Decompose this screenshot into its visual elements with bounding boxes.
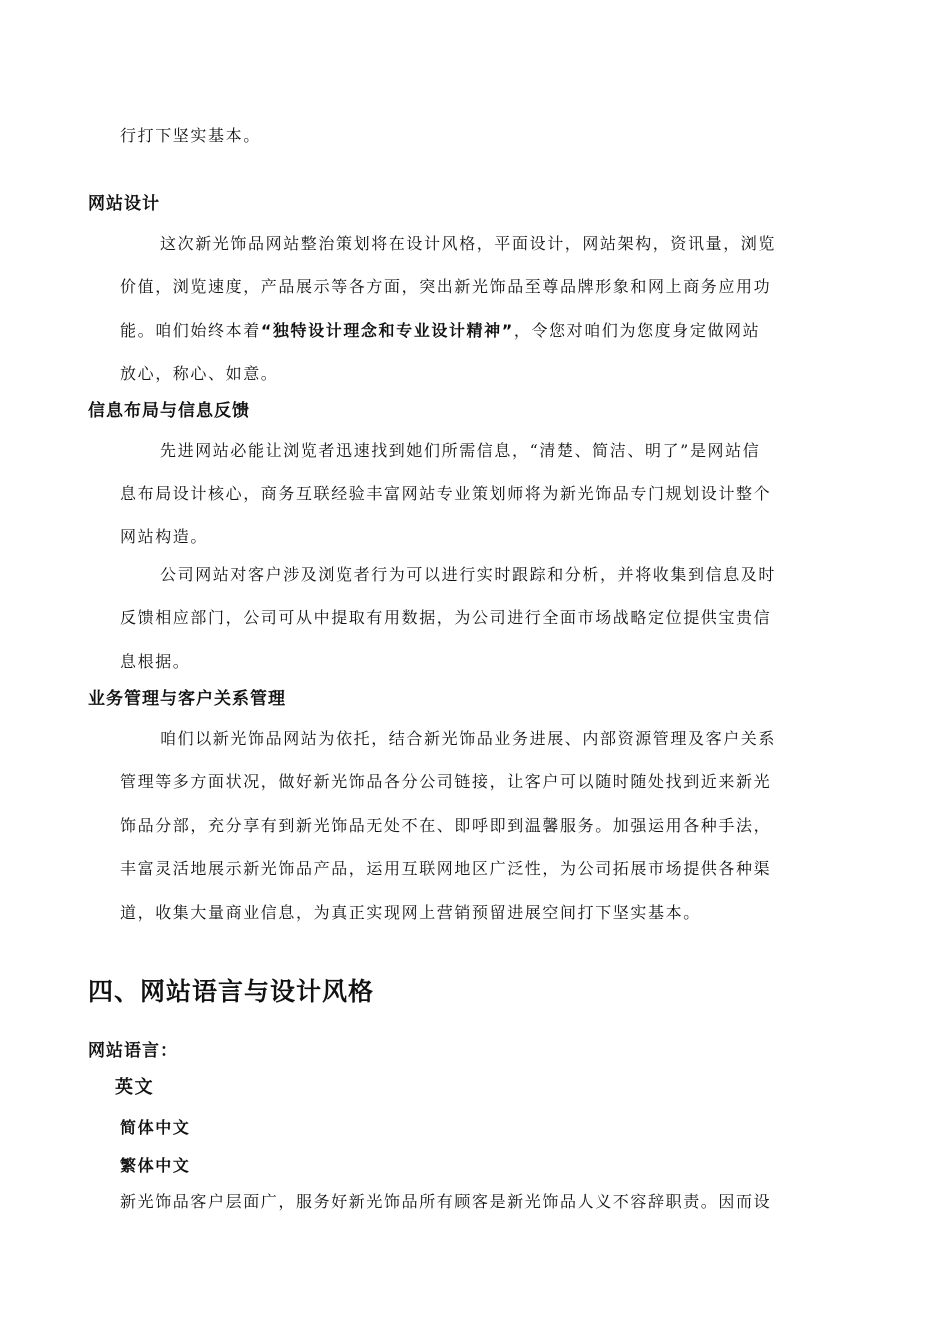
paragraph-line	[120, 320, 760, 342]
paragraph-line: 息根据。	[120, 652, 191, 671]
chapter-heading: 四、网站语言与设计风格	[88, 977, 375, 1006]
paragraph-line: 道，收集大量商业信息，为真正实现网上营销预留进展空间打下坚实基本。	[120, 903, 701, 922]
section-heading-website-language: 网站语言：	[88, 1041, 178, 1061]
paragraph-line: 放心，称心、如意。	[120, 364, 279, 383]
paragraph-line: 新光饰品客户层面广，服务好新光饰品所有顾客是新光饰品人义不容辞职责。因而设	[120, 1192, 772, 1211]
section-heading-website-design: 网站设计	[88, 194, 160, 214]
section-heading-business-management: 业务管理与客户关系管理	[88, 689, 286, 709]
paragraph-line: 行打下坚实基本。	[120, 126, 261, 145]
emphasis-text: “独特设计理念和专业设计精神”	[260, 321, 514, 340]
paragraph-line: 息布局设计核心，商务互联经验丰富网站专业策划师将为新光饰品专门规划设计整个	[120, 484, 772, 503]
paragraph-line: 管理等多方面状况，做好新光饰品各分公司链接，让客户可以随时随处找到近来新光	[120, 772, 772, 791]
paragraph-line: 丰富灵活地展示新光饰品产品，运用互联网地区广泛性，为公司拓展市场提供各种渠	[120, 859, 772, 878]
language-item-english: 英文	[115, 1077, 155, 1098]
paragraph-line: 咱们以新光饰品网站为依托，结合新光饰品业务进展、内部资源管理及客户关系	[160, 729, 777, 748]
paragraph-line: 网站构造。	[120, 527, 209, 546]
paragraph-line: 这次新光饰品网站整治策划将在设计风格，平面设计，网站架构，资讯量，浏览	[160, 234, 777, 253]
paragraph-line: 先进网站必能让浏览者迅速找到她们所需信息，“清楚、简洁、明了”是网站信	[160, 441, 761, 460]
paragraph-line: 价值，浏览速度，产品展示等各方面，突出新光饰品至尊品牌形象和网上商务应用功	[120, 277, 772, 296]
paragraph-line: 饰品分部，充分享有到新光饰品无处不在、即呼即到温馨服务。加强运用各种手法，	[120, 816, 772, 835]
language-item-simplified-chinese: 简体中文	[120, 1118, 191, 1137]
section-heading-info-layout: 信息布局与信息反馈	[88, 401, 250, 421]
paragraph-text: 能。咱们始终本着	[120, 321, 261, 340]
paragraph-text: ，令您对咱们为您度身定做网站	[513, 321, 761, 340]
paragraph-line: 公司网站对客户涉及浏览者行为可以进行实时跟踪和分析，并将收集到信息及时	[160, 565, 777, 584]
paragraph-line: 反馈相应部门，公司可从中提取有用数据，为公司进行全面市场战略定位提供宝贵信	[120, 608, 772, 627]
language-item-traditional-chinese: 繁体中文	[120, 1156, 191, 1175]
